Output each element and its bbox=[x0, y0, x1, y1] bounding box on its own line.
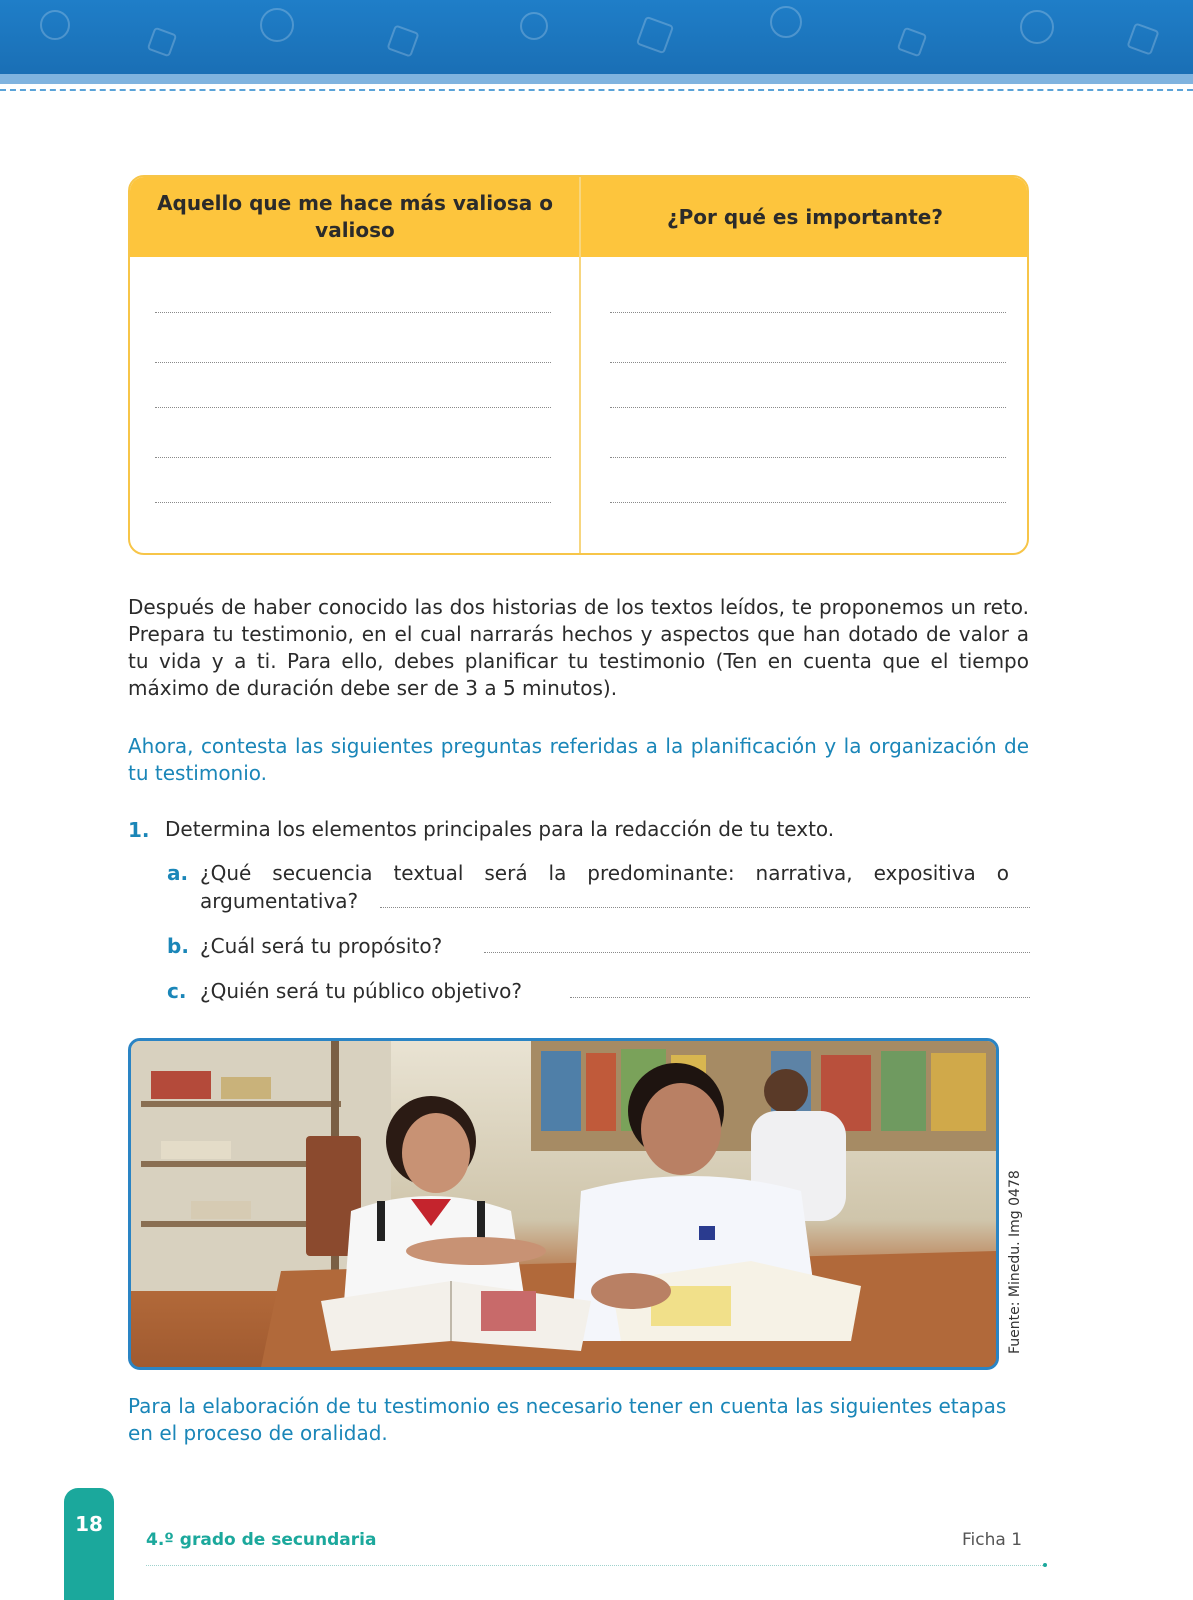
subquestion-letter: b. bbox=[167, 934, 189, 958]
doodle-square-icon bbox=[636, 16, 674, 54]
subquestion-b: ¿Cuál será tu propósito? bbox=[200, 934, 443, 958]
page-number: 18 bbox=[75, 1512, 103, 1536]
header-banner bbox=[0, 0, 1193, 74]
header-dashed-divider bbox=[0, 89, 1193, 91]
table-column-divider bbox=[579, 177, 581, 553]
photo-source-caption: Fuente: Minedu. Img 0478 bbox=[1007, 1170, 1023, 1354]
answer-line[interactable] bbox=[610, 457, 1006, 458]
answer-line[interactable] bbox=[155, 362, 551, 363]
footer-ficha: Ficha 1 bbox=[962, 1530, 1023, 1550]
answer-line[interactable] bbox=[155, 312, 551, 313]
answer-line[interactable] bbox=[610, 362, 1006, 363]
doodle-circle-icon bbox=[770, 6, 802, 38]
photo-illustration bbox=[131, 1041, 996, 1367]
subquestion-a-line1: ¿Qué secuencia textual será la predominante: narrativa, expositiva o bbox=[200, 861, 1009, 885]
doodle-circle-icon bbox=[520, 12, 548, 40]
subquestion-a-line2: argumentativa? bbox=[200, 889, 359, 913]
doodle-circle-icon bbox=[1020, 10, 1054, 44]
doodle-square-icon bbox=[386, 24, 419, 57]
doodle-circle-icon bbox=[40, 10, 70, 40]
students-reading-photo bbox=[128, 1038, 999, 1370]
answer-line[interactable] bbox=[155, 502, 551, 503]
doodle-square-icon bbox=[1126, 22, 1159, 55]
table-header-col1: Aquello que me hace más valiosa o valioso bbox=[157, 191, 553, 242]
footer-divider bbox=[146, 1565, 1045, 1566]
answer-line-a[interactable] bbox=[380, 907, 1030, 908]
question-text: Determina los elementos principales para la redacción de tu texto. bbox=[165, 817, 835, 841]
page-number-tab bbox=[64, 1488, 114, 1600]
answer-line-c[interactable] bbox=[570, 997, 1030, 998]
answer-line[interactable] bbox=[610, 407, 1006, 408]
answer-line[interactable] bbox=[155, 407, 551, 408]
doodle-circle-icon bbox=[260, 8, 294, 42]
values-table bbox=[128, 175, 1029, 555]
intro-paragraph: Después de haber conocido las dos historias de los textos leídos, te proponemos un reto. Prepara tu testimonio, en el cual narrarás hechos y aspectos que han dotado de valor a tu vida y a ti. Para ello, debes planificar tu testimonio (Ten en cuenta que el tiempo máximo de duración debe ser de 3 a 5 minutos). bbox=[128, 595, 1029, 700]
subquestion-letter: a. bbox=[167, 861, 189, 885]
closing-paragraph: Para la elaboración de tu testimonio es necesario tener en cuenta las siguientes etapas en el proceso de oralidad. bbox=[128, 1394, 1007, 1445]
subquestion-letter: c. bbox=[167, 979, 187, 1003]
footer-grade: 4.º grado de secundaria bbox=[146, 1530, 377, 1550]
answer-line[interactable] bbox=[610, 312, 1006, 313]
answer-line-b[interactable] bbox=[484, 952, 1030, 953]
instruction-paragraph: Ahora, contesta las siguientes preguntas referidas a la planificación y la organización de tu testimonio. bbox=[128, 734, 1029, 785]
table-header-col2: ¿Por qué es importante? bbox=[667, 204, 943, 229]
question-number: 1. bbox=[128, 818, 150, 842]
doodle-square-icon bbox=[147, 27, 178, 58]
footer-dot-icon bbox=[1043, 1563, 1047, 1567]
answer-line[interactable] bbox=[610, 502, 1006, 503]
subquestion-c: ¿Quién será tu público objetivo? bbox=[200, 979, 523, 1003]
answer-line[interactable] bbox=[155, 457, 551, 458]
doodle-square-icon bbox=[897, 27, 928, 58]
header-stripe bbox=[0, 74, 1193, 84]
